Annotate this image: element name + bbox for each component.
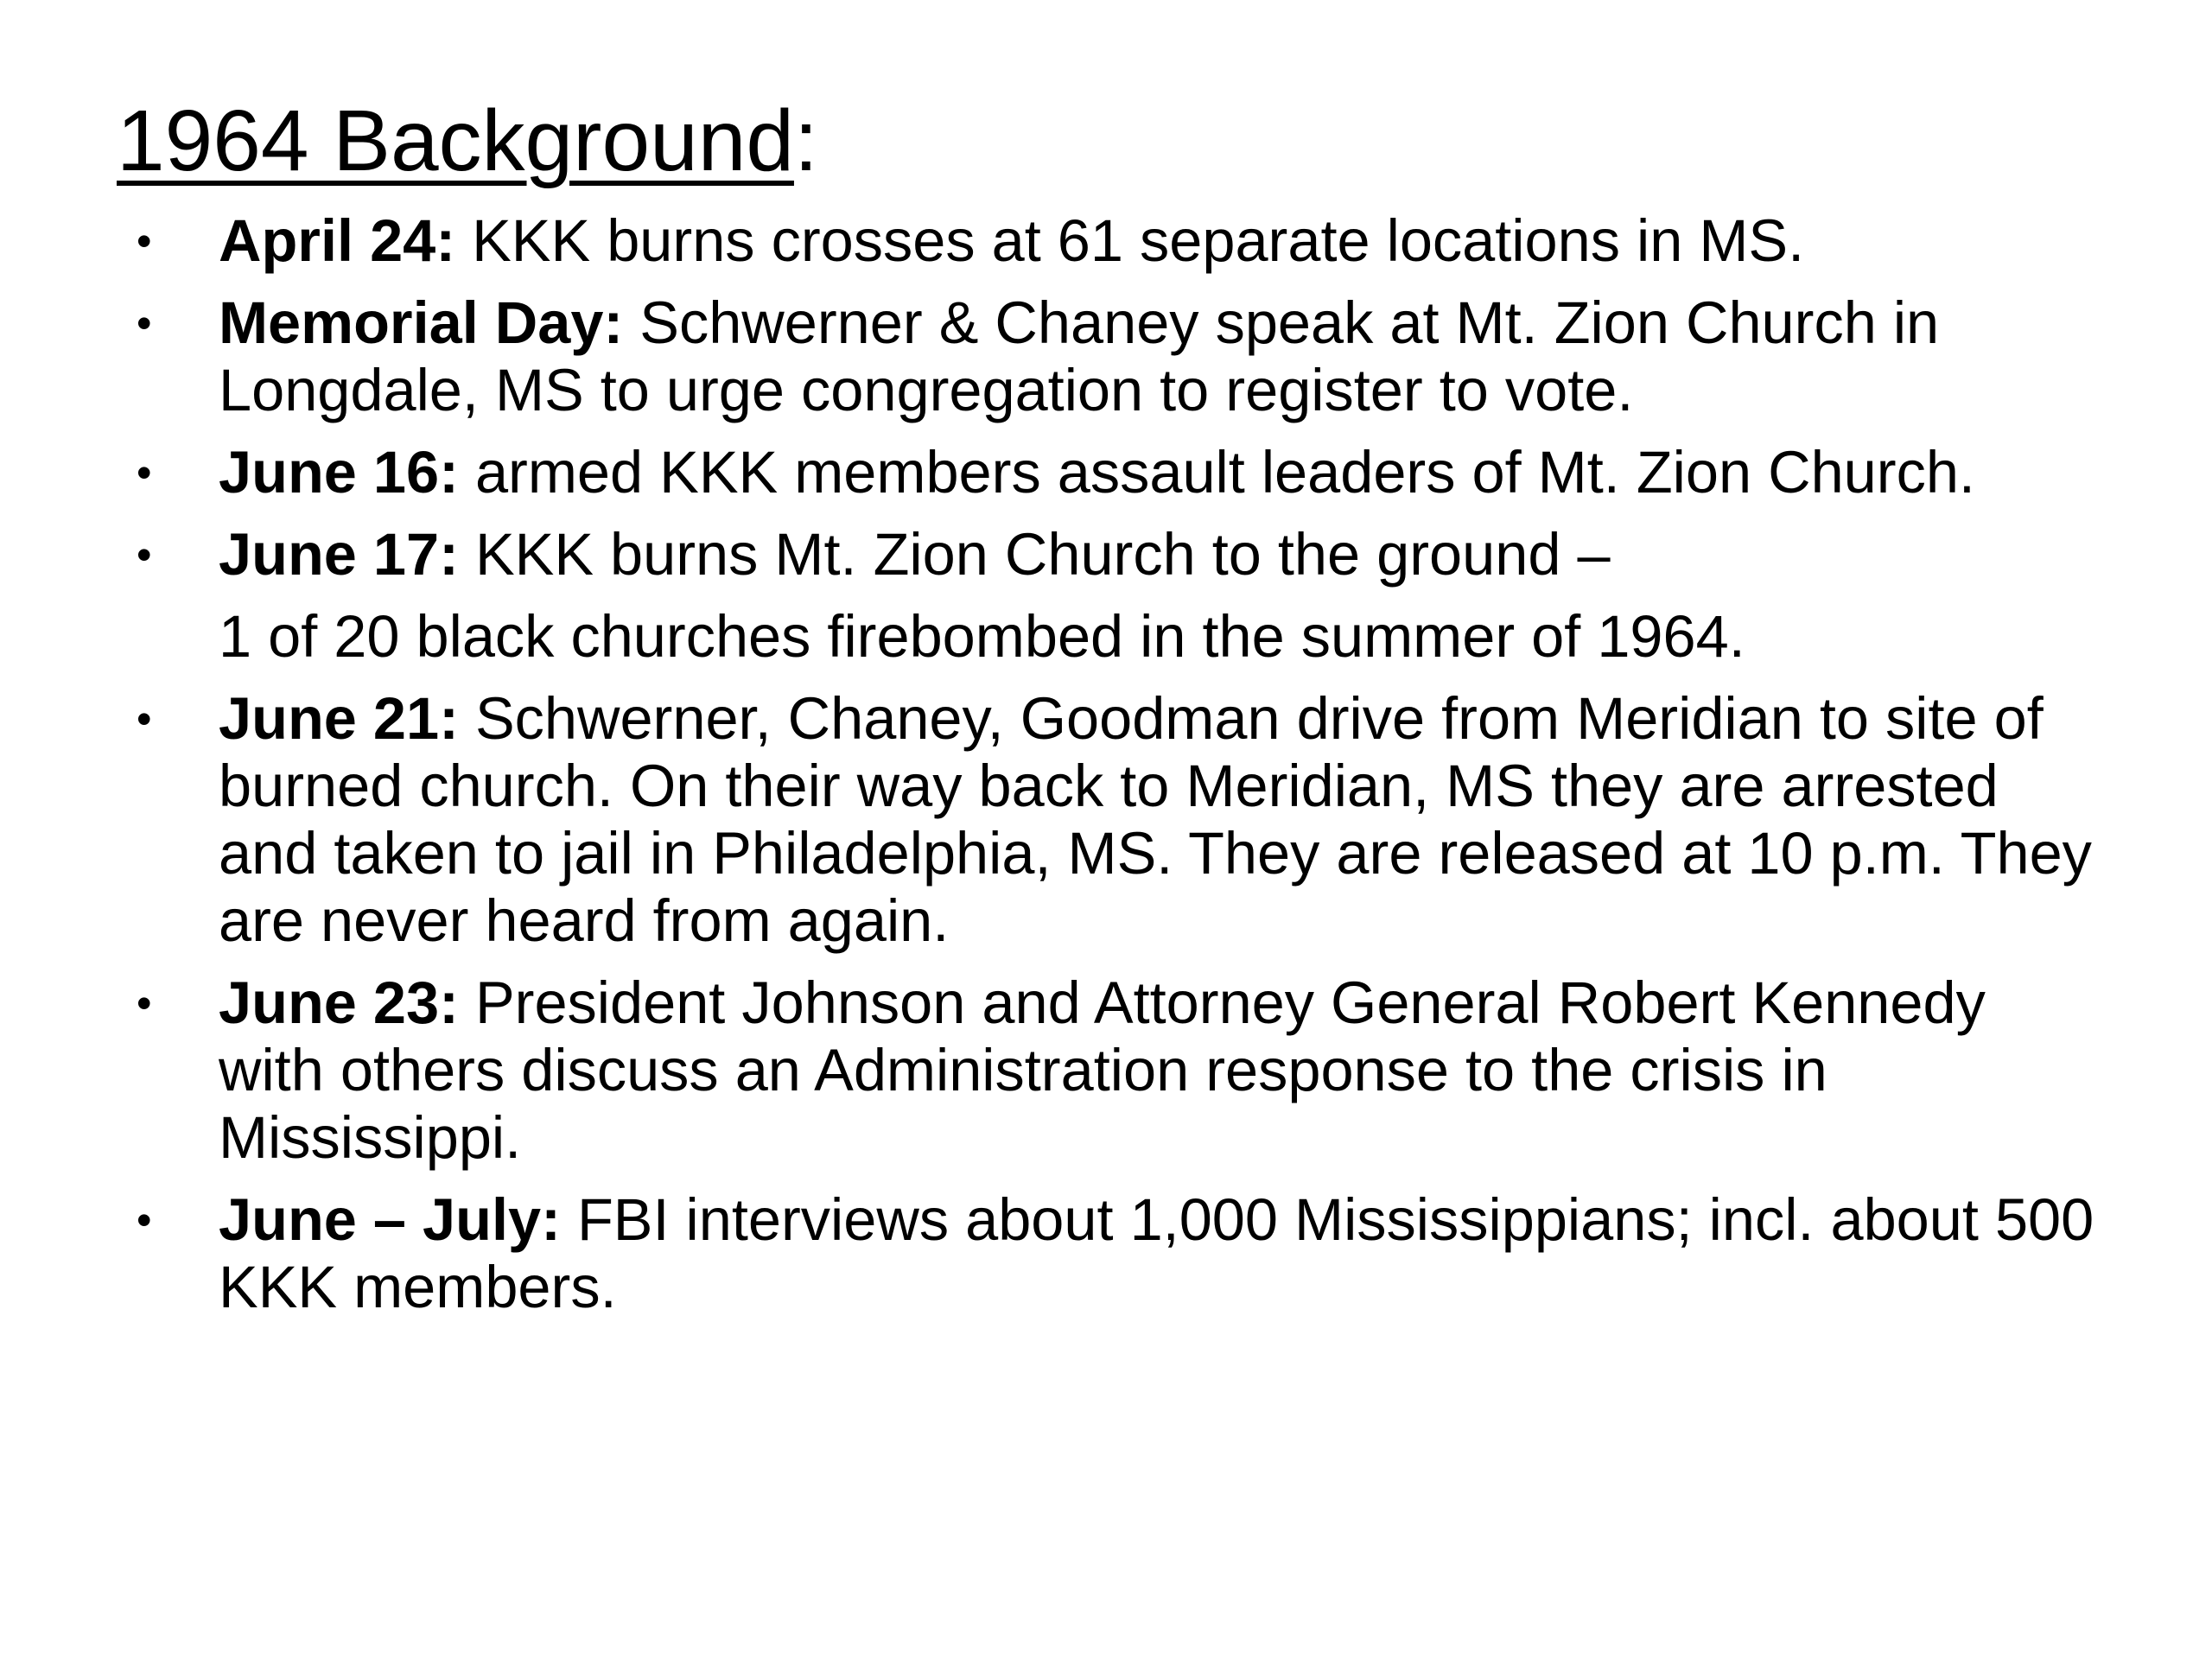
bullet-icon: • (137, 299, 152, 347)
bullet-icon: • (137, 531, 152, 579)
timeline-item-june-21 (0, 685, 2212, 955)
timeline-date: June 17: (219, 521, 459, 588)
timeline-text: KKK burns Mt. Zion Church to the ground – (458, 521, 1611, 588)
bullet-icon: • (137, 217, 152, 265)
timeline-date: April 24: (219, 207, 456, 274)
timeline-continuation-text: 1 of 20 black churches firebombed in the summer of 1964. (219, 603, 1745, 670)
timeline-text: KKK burns crosses at 61 separate locations in MS. (455, 207, 1805, 274)
bullet-icon: • (137, 695, 152, 743)
timeline-date: Memorial Day: (219, 289, 624, 356)
timeline-text: FBI interviews about 1,000 Mississippians; incl. about 500 KKK members. (219, 1186, 2094, 1320)
timeline-item-june-23 (0, 969, 2212, 1172)
timeline-list (0, 207, 2212, 1336)
timeline-item-june-17 (0, 521, 2212, 671)
timeline-text: Schwerner, Chaney, Goodman drive from Meridian to site of burned church. On their way back to Meridian, MS they are arrested and taken to jail in Philadelphia, MS. They are released at 10 p.m. They are never heard from again. (219, 685, 2092, 954)
timeline-item-april-24 (0, 207, 2212, 275)
timeline-date: June 23: (219, 969, 459, 1036)
timeline-item-memorial-day (0, 289, 2212, 424)
timeline-text: armed KKK members assault leaders of Mt. Zion Church. (458, 439, 1975, 505)
timeline-item-june-16 (0, 439, 2212, 506)
timeline-date: June 16: (219, 439, 459, 505)
bullet-icon: • (137, 979, 152, 1027)
slide-title-colon: : (793, 92, 818, 189)
timeline-date: June – July: (219, 1186, 561, 1253)
timeline-date: June 21: (219, 685, 459, 752)
timeline-text: Schwerner & Chaney speak at Mt. Zion Church in Longdale, MS to urge congregation to register to vote. (219, 289, 1940, 423)
bullet-icon: • (137, 1196, 152, 1244)
timeline-item-june-july (0, 1186, 2212, 1321)
slide-title-main: 1964 Background (117, 92, 794, 189)
timeline-text: President Johnson and Attorney General Robert Kennedy with others discuss an Administration response to the crisis in Mississippi. (219, 969, 1986, 1171)
slide-title (117, 85, 818, 197)
bullet-icon: • (137, 448, 152, 497)
